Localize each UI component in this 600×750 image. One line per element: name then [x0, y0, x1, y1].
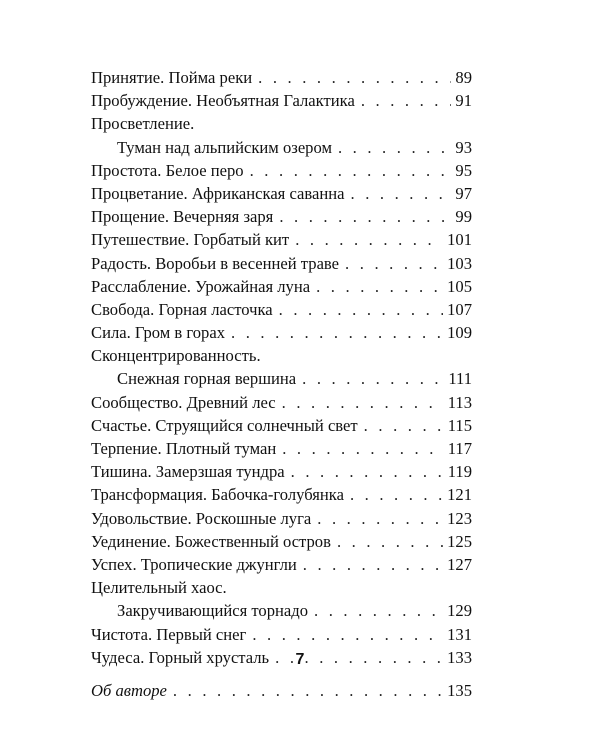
toc-entry-title: Сообщество. Древний лес: [91, 392, 276, 412]
toc-entry-transformation[interactable]: [91, 483, 472, 506]
toc-entry-enlightenment-heading: [91, 112, 472, 135]
toc-entry-snowy-peak[interactable]: [91, 367, 472, 390]
toc-entry-strength[interactable]: [91, 321, 472, 344]
toc-entry-page: 111: [448, 369, 472, 389]
table-of-contents: [91, 66, 472, 702]
toc-entry-community[interactable]: [91, 391, 472, 414]
toc-entry-purity[interactable]: [91, 623, 472, 646]
toc-entry-title: Уединение. Божественный остров: [91, 531, 331, 551]
toc-entry-title: Расслабление. Урожайная луна: [91, 276, 311, 296]
toc-entry-page: 123: [447, 508, 472, 528]
toc-entry-page: 133: [447, 647, 472, 667]
toc-leader-dots: [279, 205, 451, 228]
toc-entry-title: Трансформация. Бабочка-голубянка: [91, 485, 344, 505]
toc-spacer: [91, 669, 472, 679]
toc-leader-dots: [317, 507, 443, 530]
toc-leader-dots: [314, 599, 443, 622]
toc-entry-title: Закручивающийся торнадо: [117, 601, 309, 621]
toc-leader-dots: [252, 623, 443, 646]
toc-leader-dots: [303, 553, 443, 576]
toc-entry-joy[interactable]: [91, 252, 472, 275]
toc-leader-dots: [345, 252, 443, 275]
toc-entry-title: Сила. Гром в горах: [91, 323, 225, 343]
toc-entry-title: Прощение. Вечерняя заря: [91, 207, 274, 227]
toc-entry-success[interactable]: [91, 553, 472, 576]
toc-entry-title: Тишина. Замерзшая тундра: [91, 462, 285, 482]
toc-entry-page: 99: [455, 207, 472, 227]
toc-entry-title: Радость. Воробьи в весенней траве: [91, 253, 340, 273]
toc-entry-title: Чистота. Первый снег: [91, 624, 247, 644]
toc-entry-page: 97: [455, 183, 472, 203]
toc-entry-title: Удовольствие. Роскошные луга: [91, 508, 312, 528]
toc-entry-patience[interactable]: [91, 437, 472, 460]
toc-leader-dots: [337, 530, 443, 553]
toc-entry-journey[interactable]: [91, 228, 472, 251]
toc-entry-title: Принятие. Пойма реки: [91, 68, 253, 87]
toc-entry-title: Чудеса. Горный хрусталь: [91, 647, 270, 667]
toc-entry-happiness[interactable]: [91, 414, 472, 437]
toc-entry-tornado[interactable]: [91, 599, 472, 622]
toc-entry-prosperity[interactable]: [91, 182, 472, 205]
toc-leader-dots: [291, 460, 444, 483]
toc-leader-dots: [350, 483, 443, 506]
toc-entry-about-author[interactable]: [91, 679, 472, 702]
toc-entry-relaxation[interactable]: [91, 275, 472, 298]
toc-leader-dots: [351, 182, 452, 205]
toc-leader-dots: [279, 298, 443, 321]
toc-entry-forgiveness[interactable]: [91, 205, 472, 228]
toc-entry-concentration-heading: [91, 344, 472, 367]
toc-leader-dots: [258, 66, 451, 89]
toc-leader-dots: [250, 159, 452, 182]
toc-entry-title: Сконцентрированность.: [91, 346, 261, 366]
toc-entry-page: 91: [455, 91, 472, 111]
toc-entry-silence[interactable]: [91, 460, 472, 483]
toc-entry-title: Снежная горная вершина: [117, 369, 297, 389]
toc-leader-dots: [361, 89, 452, 112]
toc-entry-title: Туман над альпийским озером: [117, 137, 332, 157]
toc-entry-page: 93: [455, 137, 472, 157]
toc-entry-page: 115: [447, 415, 472, 435]
toc-entry-title: Свобода. Горная ласточка: [91, 299, 273, 319]
toc-entry-acceptance[interactable]: [91, 66, 472, 89]
toc-entry-pleasure[interactable]: [91, 507, 472, 530]
toc-entry-title: Успех. Тропические джунгли: [91, 554, 297, 574]
toc-entry-freedom[interactable]: [91, 298, 472, 321]
toc-entry-page: 107: [447, 299, 472, 319]
toc-entry-title: Процветание. Африканская саванна: [91, 183, 345, 203]
toc-entry-title: Терпение. Плотный туман: [91, 439, 277, 458]
toc-entry-title: Целительный хаос.: [91, 578, 227, 598]
toc-entry-solitude[interactable]: [91, 530, 472, 553]
toc-entry-page: 109: [447, 323, 472, 343]
toc-entry-alpine-lake[interactable]: [91, 136, 472, 159]
toc-leader-dots: [231, 321, 443, 344]
toc-entry-title: Об авторе: [91, 680, 167, 700]
toc-entry-title: Счастье. Струящийся солнечный свет: [91, 415, 358, 435]
toc-entry-healing-chaos-heading: [91, 576, 472, 599]
toc-entry-simplicity[interactable]: [91, 159, 472, 182]
toc-entry-page: 95: [455, 160, 472, 180]
toc-leader-dots: [295, 228, 443, 251]
toc-leader-dots: [282, 391, 444, 414]
toc-entry-title: Простота. Белое перо: [91, 160, 244, 180]
toc-leader-dots: [282, 437, 443, 460]
toc-entry-page: 103: [447, 253, 472, 273]
toc-leader-dots: [302, 367, 444, 390]
toc-entry-page: 131: [447, 624, 472, 644]
toc-entry-page: 113: [447, 392, 472, 412]
toc-entry-page: 117: [447, 439, 472, 458]
toc-entry-page: 127: [447, 554, 472, 574]
toc-entry-title: Пробуждение. Необъятная Галактика: [91, 91, 355, 111]
toc-entry-page: 105: [447, 276, 472, 296]
toc-entry-page: 101: [447, 230, 472, 250]
toc-leader-dots: [173, 679, 443, 702]
toc-entry-page: 119: [447, 462, 472, 482]
toc-leader-dots: [316, 275, 443, 298]
toc-entry-title: Просветление.: [91, 114, 195, 134]
toc-entry-page: 121: [447, 485, 472, 505]
toc-entry-page: 129: [447, 601, 472, 621]
toc-entry-awakening[interactable]: [91, 89, 472, 112]
toc-leader-dots: [364, 414, 444, 437]
toc-entry-page: 135: [447, 680, 472, 700]
toc-entry-title: Путешествие. Горбатый кит: [91, 230, 290, 250]
page-number: 7: [295, 651, 305, 668]
toc-leader-dots: [338, 136, 451, 159]
toc-entry-page: 89: [455, 68, 472, 87]
toc-entry-page: 125: [447, 531, 472, 551]
